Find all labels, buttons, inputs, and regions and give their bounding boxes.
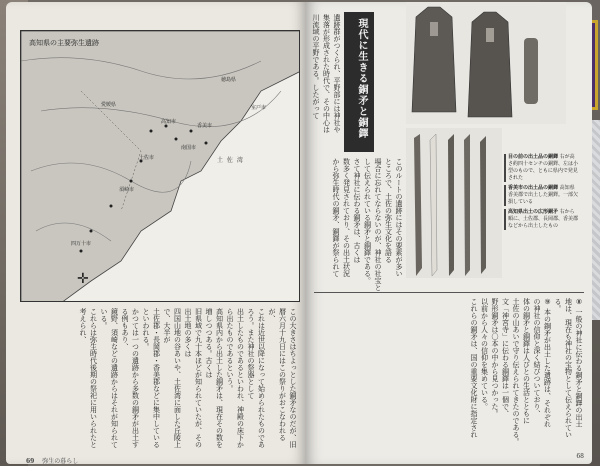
left-text-col: 鏡野、須崎などの遺跡からはそれが知られている。 xyxy=(100,308,119,448)
left-page-text xyxy=(28,308,298,448)
body-col: ところで、土佐の弥生文化を語る xyxy=(384,158,393,263)
left-page-number: 69 xyxy=(26,458,35,465)
lower-col: これらの銅矛は、国の重要文化財に指定され xyxy=(470,298,478,438)
map-label-nankoku: 南国市 xyxy=(181,145,197,151)
intro-col: 集落が形成された時代で、その中心は xyxy=(322,14,331,133)
right-lower-text xyxy=(314,298,584,448)
body-col: から弥生時代の銅矛、銅鐸が祭られて xyxy=(332,158,340,277)
caption-3 xyxy=(504,209,578,230)
left-text-col: 四国山地の谷あいや、土佐湾に面した丘陵上で、大半が xyxy=(163,308,182,448)
left-text-col: かつては一つの遺跡から多数の銅矛が出土する例もあり、 xyxy=(121,308,140,448)
map-label-kochi: 高知市 xyxy=(161,119,177,125)
map-label-tokushima: 徳島県 xyxy=(221,77,237,83)
compass-icon: ✛ xyxy=(77,271,89,287)
section-heading: 現代に生きる銅矛と銅鐸 xyxy=(344,12,374,152)
caption-text: 高知県香美郡で出土した銅鐸。一部欠損している xyxy=(508,185,579,205)
caption-1 xyxy=(504,154,578,182)
left-text-col: 旧県域で九十本ほどが知られていたが、その出土地の多くは xyxy=(184,308,203,448)
sea-label: 土 佐 湾 xyxy=(217,157,244,164)
left-text-col: これは近世以降になって始められたものであろう。また神社の祭器として xyxy=(247,308,266,448)
photo-captions xyxy=(504,154,578,233)
lower-col: 野形銅矛は〇本の中から見つかった。 xyxy=(491,298,499,417)
bronze-bells-photo xyxy=(406,2,566,124)
lower-col: の神社の信仰と深く結びついており、 xyxy=(533,298,541,417)
right-page xyxy=(306,2,592,464)
right-page-number: 68 xyxy=(576,453,584,460)
right-body-text xyxy=(308,158,404,298)
left-text-col: 出土したものであるといわれ、神殿の床下から出たものであるという。 xyxy=(226,308,245,448)
map-label-ehime: 愛媛県 xyxy=(101,102,117,108)
body-col: さて神社に伝わる銅矛は、古くは xyxy=(353,158,361,263)
caption-heading: 目の前の出土品の銅鐸 xyxy=(508,154,559,160)
left-text-col: この大きさはちよっとした銅矛なのだが、旧暦六月十九日にはこの祭りがおこなわれるが、 xyxy=(268,308,297,448)
lower-col: ⑨ 本の銅矛が出土した遺跡は、それぞれ xyxy=(543,298,552,428)
map-label-muroto: 室戸市 xyxy=(251,105,267,111)
running-title: 弥生の暮らし xyxy=(42,458,79,465)
caption-heading: 香美市の出土品の銅鐸 xyxy=(508,185,559,191)
caption-text: 右から順に、土佐郡、長岡郡、香美郡などから出土したもの xyxy=(508,209,579,229)
left-page-footer xyxy=(26,456,78,465)
left-page xyxy=(6,2,306,464)
map-label-shimanto: 四万十市 xyxy=(71,241,92,247)
body-col: 数多く発見されており、その出土状況 xyxy=(342,158,351,277)
caption-heading: 高知県出土の広形銅矛 xyxy=(508,209,559,215)
lower-col: 土佐の山あいで守り伝えられてきたのである。 xyxy=(512,298,520,445)
caption-text: 右が高さ約四十センチの銅鐸、左は小型のもので、ともに県内で発見された xyxy=(508,154,579,181)
bronze-spears-photo xyxy=(406,128,502,278)
lower-col: 以前から人々の信仰を集めている。 xyxy=(480,298,489,410)
map-label-tosa: 土佐市 xyxy=(139,155,155,161)
section-divider xyxy=(314,292,584,293)
lower-col: 地は、現在も神社の宝物として伝えられている。 xyxy=(554,298,573,438)
yayoi-sites-map xyxy=(20,30,300,302)
lower-col: 文「神宮寺」に伝わる銅鐸は一個で、 xyxy=(501,298,510,417)
lower-col: ⑧ 一般の神社に伝わる銅矛と銅鐸の出土 xyxy=(575,298,583,428)
intro-col: 川流域の平野である。したがって xyxy=(312,14,320,119)
intro-col: 遺跡群がつくられ、平野部には神社や xyxy=(333,14,341,133)
body-col: して伝えられている銅矛と銅鐸である。 xyxy=(363,158,372,284)
right-intro-text xyxy=(308,14,342,154)
open-book xyxy=(6,2,592,464)
map-label-kami: 香美市 xyxy=(197,123,213,129)
left-text-col: 高知県内から出土した銅矛は、現在その数を増しつつある。古くは xyxy=(205,308,224,448)
left-text-col: 土佐郡・長岡郡・香美郡などに集中しているといわれる。 xyxy=(142,308,161,448)
lower-col: 体の銅矛と銅鐸は人びとの生活とともに xyxy=(522,298,531,424)
caption-2 xyxy=(504,185,578,206)
left-text-col: これらは弥生時代後期の祭祀に用いられたと考えられ、 xyxy=(79,308,98,448)
map-drawing xyxy=(21,31,300,302)
map-label-susaki: 須崎市 xyxy=(119,187,135,193)
left-text-block xyxy=(28,308,298,448)
body-col: 場合に忘れてならないのが、神社の社宝と xyxy=(374,158,382,291)
map-title: 高知県の主要弥生遺跡 xyxy=(29,39,99,47)
body-col: このルートの遺跡にはその要素が多い xyxy=(395,158,403,277)
